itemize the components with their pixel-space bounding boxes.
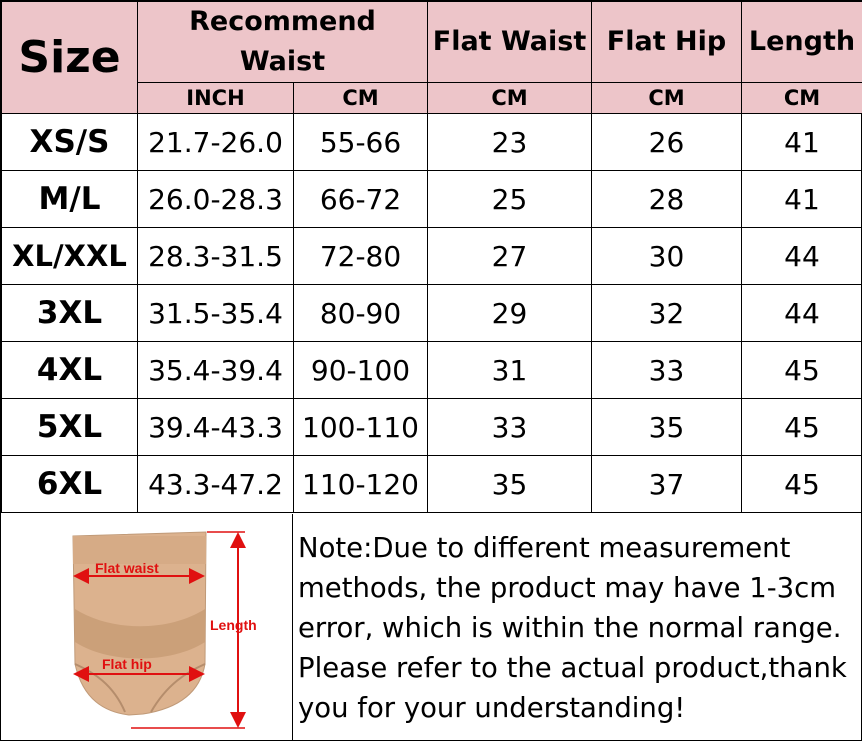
waist-inch-cell: 35.4-39.4 bbox=[138, 342, 294, 399]
unit-flat-waist-cm: CM bbox=[428, 83, 592, 114]
garment-illustration bbox=[1, 514, 293, 740]
size-cell: M/L bbox=[2, 171, 138, 228]
size-table bbox=[1, 1, 862, 513]
unit-length-cm: CM bbox=[742, 83, 862, 114]
flat-waist-cell: 25 bbox=[428, 171, 592, 228]
flat-hip-cell: 30 bbox=[592, 228, 742, 285]
table-row bbox=[2, 342, 862, 399]
size-cell: XS/S bbox=[2, 114, 138, 171]
length-cell: 45 bbox=[742, 456, 862, 513]
flat-waist-cell: 35 bbox=[428, 456, 592, 513]
header-size: Size bbox=[2, 2, 138, 114]
header-length: Length bbox=[742, 2, 862, 83]
size-cell: 5XL bbox=[2, 399, 138, 456]
unit-inch: INCH bbox=[138, 83, 294, 114]
length-cell: 45 bbox=[742, 399, 862, 456]
flat-waist-cell: 29 bbox=[428, 285, 592, 342]
size-cell: 6XL bbox=[2, 456, 138, 513]
size-cell: XL/XXL bbox=[2, 228, 138, 285]
waist-cm-cell: 110-120 bbox=[294, 456, 428, 513]
waist-cm-cell: 66-72 bbox=[294, 171, 428, 228]
length-cell: 45 bbox=[742, 342, 862, 399]
flat-hip-cell: 32 bbox=[592, 285, 742, 342]
size-cell: 3XL bbox=[2, 285, 138, 342]
table-row bbox=[2, 114, 862, 171]
length-cell: 41 bbox=[742, 114, 862, 171]
header-flat-waist: Flat Waist bbox=[428, 2, 592, 83]
table-row bbox=[2, 171, 862, 228]
table-row bbox=[2, 285, 862, 342]
length-cell: 44 bbox=[742, 228, 862, 285]
flat-waist-cell: 33 bbox=[428, 399, 592, 456]
unit-flat-hip-cm: CM bbox=[592, 83, 742, 114]
flat-hip-cell: 26 bbox=[592, 114, 742, 171]
waist-cm-cell: 72-80 bbox=[294, 228, 428, 285]
flat-hip-label: Flat hip bbox=[102, 656, 152, 672]
waist-cm-cell: 80-90 bbox=[294, 285, 428, 342]
waist-inch-cell: 43.3-47.2 bbox=[138, 456, 294, 513]
unit-cm: CM bbox=[294, 83, 428, 114]
table-row bbox=[2, 228, 862, 285]
flat-waist-cell: 23 bbox=[428, 114, 592, 171]
length-label: Length bbox=[210, 617, 257, 633]
waist-inch-cell: 28.3-31.5 bbox=[138, 228, 294, 285]
waist-inch-cell: 39.4-43.3 bbox=[138, 399, 294, 456]
length-cell: 44 bbox=[742, 285, 862, 342]
header-recommend-waist: Recommend Waist bbox=[138, 2, 428, 83]
waist-cm-cell: 90-100 bbox=[294, 342, 428, 399]
flat-waist-cell: 27 bbox=[428, 228, 592, 285]
bottom-section bbox=[1, 514, 862, 742]
flat-hip-cell: 35 bbox=[592, 399, 742, 456]
waist-inch-cell: 31.5-35.4 bbox=[138, 285, 294, 342]
waist-inch-cell: 21.7-26.0 bbox=[138, 114, 294, 171]
waist-inch-cell: 26.0-28.3 bbox=[138, 171, 294, 228]
size-cell: 4XL bbox=[2, 342, 138, 399]
table-row bbox=[2, 399, 862, 456]
measurement-note: Note:Due to different measurement methods, the product may have 1-3cm error, which is within the normal range. Please refer to the actual product,thank you for your understanding! bbox=[298, 528, 858, 728]
flat-hip-cell: 37 bbox=[592, 456, 742, 513]
shapewear-icon bbox=[1, 514, 292, 740]
flat-waist-cell: 31 bbox=[428, 342, 592, 399]
flat-hip-cell: 33 bbox=[592, 342, 742, 399]
flat-hip-cell: 28 bbox=[592, 171, 742, 228]
length-cell: 41 bbox=[742, 171, 862, 228]
waist-cm-cell: 55-66 bbox=[294, 114, 428, 171]
waist-cm-cell: 100-110 bbox=[294, 399, 428, 456]
table-row bbox=[2, 456, 862, 513]
flat-waist-label: Flat waist bbox=[95, 560, 159, 576]
header-flat-hip: Flat Hip bbox=[592, 2, 742, 83]
